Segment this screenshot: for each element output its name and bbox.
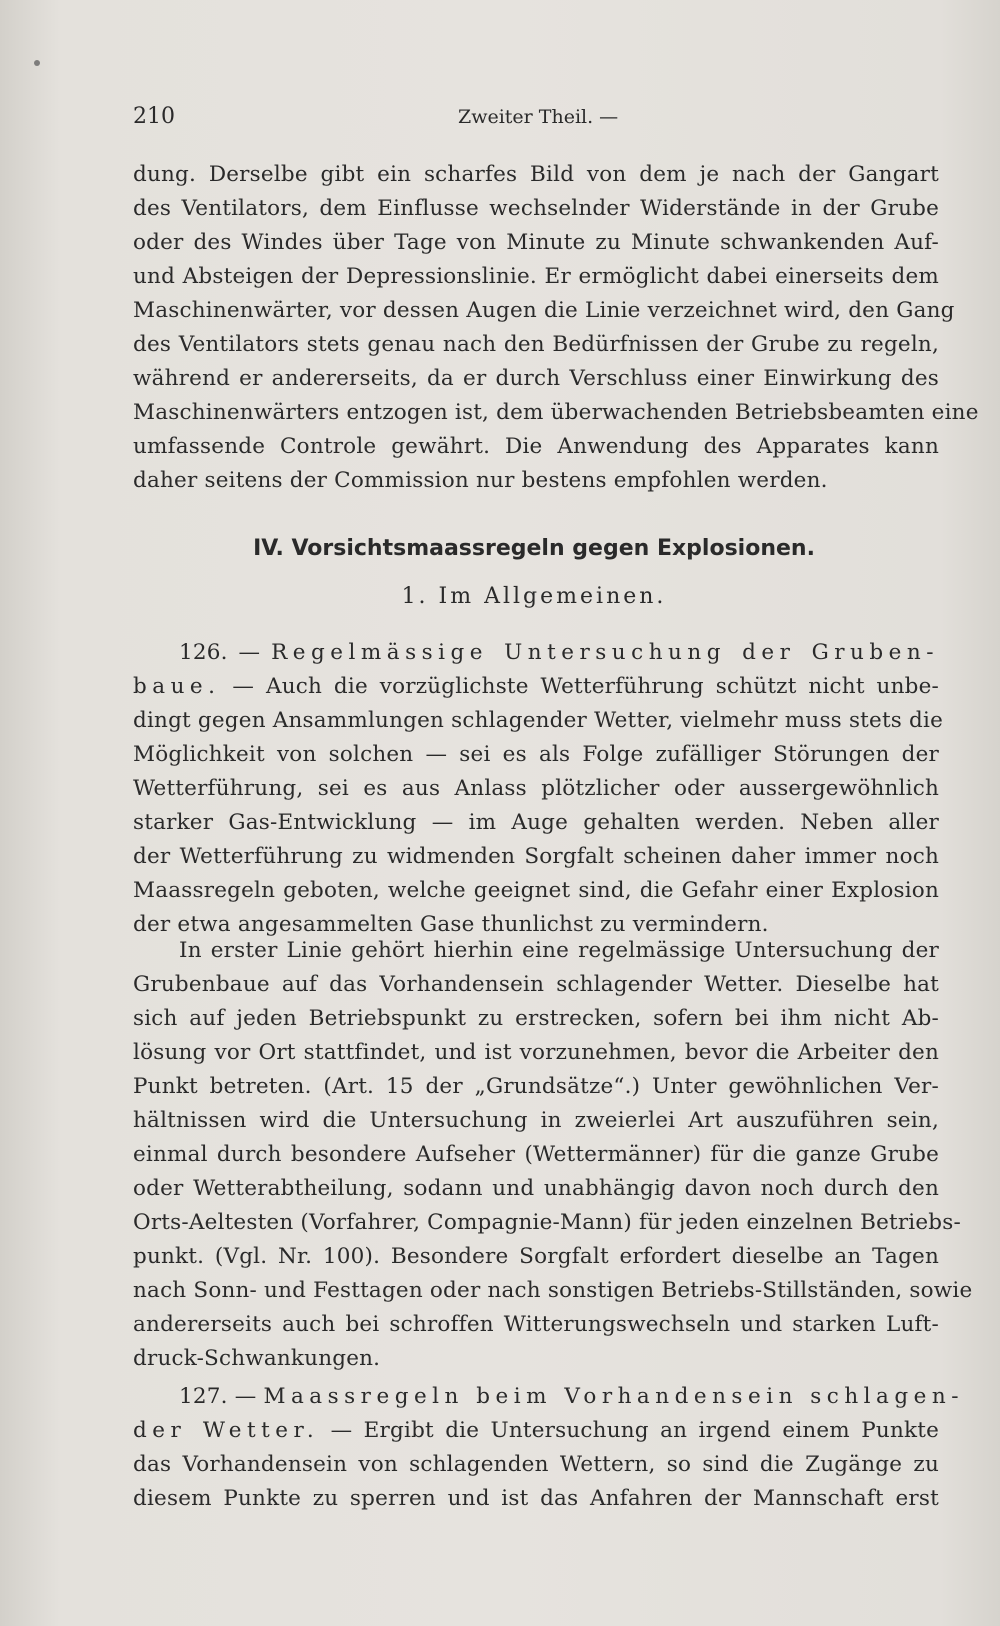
article-number: 126. [179, 640, 228, 665]
text-line: starker Gas-Entwicklung — im Auge gehalten werden. Neben aller [133, 810, 939, 835]
paragraph-inspection [133, 934, 973, 1376]
article-dash: — [234, 1384, 257, 1409]
running-title: Zweiter Theil. — [458, 106, 619, 128]
text-line: umfassende Controle gewährt. Die Anwendung des Apparates kann [133, 434, 939, 459]
text-line: während er andererseits, da er durch Verschluss einer Einwirkung des [133, 366, 939, 391]
text-line: der Wetterführung zu widmenden Sorgfalt scheinen daher immer noch [133, 844, 939, 869]
paragraph-continuation [133, 158, 979, 498]
text-line: oder des Windes über Tage von Minute zu Minute schwankenden Auf- [133, 230, 939, 255]
page-number: 210 [133, 104, 175, 129]
text-line: punkt. (Vgl. Nr. 100). Besondere Sorgfalt erfordert dieselbe an Tagen [133, 1244, 939, 1269]
text-line: nach Sonn- und Festtagen oder nach sonstigen Betriebs-Stillständen, sowie [133, 1278, 973, 1303]
text-line: einmal durch besondere Aufseher (Wettermänner) für die ganze Grube [133, 1142, 939, 1167]
article-title: Maassregeln beim Vorhandensein schlagen- [263, 1384, 964, 1409]
text-line: In erster Linie gehört hierhin eine regelmässige Untersuchung der [179, 938, 939, 963]
page-header [133, 104, 933, 134]
text-line: der etwa angesammelten Gase thunlichst zu vermindern. [133, 912, 769, 937]
text-line: Maschinenwärters entzogen ist, dem überwachenden Betriebsbeamten eine [133, 400, 979, 425]
ink-speck [34, 60, 40, 66]
text-line: Punkt betreten. (Art. 15 der „Grundsätze“.) Unter gewöhnlichen Ver- [133, 1074, 939, 1099]
text-line: dung. Derselbe gibt ein scharfes Bild von dem je nach der Gangart [133, 162, 939, 187]
text-line: Maassregeln geboten, welche geeignet sind, die Gefahr einer Explosion [133, 878, 939, 903]
article-title: Regelmässige Untersuchung der Gruben- [271, 640, 939, 665]
text-line [133, 670, 939, 704]
text-line [133, 1414, 939, 1448]
text-line: Orts-Aeltesten (Vorfahrer, Compagnie-Mann) für jeden einzelnen Betriebs- [133, 1210, 961, 1235]
article-title-end: der Wetter. [133, 1418, 320, 1443]
text-line: andererseits auch bei schroffen Witterungswechseln und starken Luft- [133, 1312, 939, 1337]
text-line: dingt gegen Ansammlungen schlagender Wetter, vielmehr muss stets die [133, 708, 944, 733]
text-line: hältnissen wird die Untersuchung in zweierlei Art auszuführen sein, [133, 1108, 939, 1133]
text-line: Wetterführung, sei es aus Anlass plötzlicher oder aussergewöhnlich [133, 776, 939, 801]
text-line: das Vorhandensein von schlagenden Wettern, so sind die Zugänge zu [133, 1452, 939, 1477]
text-line: und Absteigen der Depressionslinie. Er ermöglicht dabei einerseits dem [133, 264, 939, 289]
article-title-line [133, 1380, 964, 1414]
text-line: Grubenbaue auf das Vorhandensein schlagender Wetter. Dieselbe hat [133, 972, 939, 997]
text-line: daher seitens der Commission nur bestens empfohlen werden. [133, 468, 828, 493]
article-126 [133, 636, 944, 942]
text-line: des Ventilators, dem Einflusse wechselnder Widerstände in der Grube [133, 196, 939, 221]
article-dash: — [238, 640, 261, 665]
text-line: druck-Schwankungen. [133, 1346, 381, 1371]
section-heading: IV. Vorsichtsmaassregeln gegen Explosionen. [253, 536, 815, 561]
article-text-start: — Auch die vorzüglichste Wetterführung schützt nicht unbe- [232, 674, 939, 699]
text-line: diesem Punkte zu sperren und ist das Anfahren der Mannschaft erst [133, 1486, 939, 1511]
article-title-line [133, 636, 939, 670]
text-line: oder Wetterabtheilung, sodann und unabhängig davon noch durch den [133, 1176, 939, 1201]
article-text-start: — Ergibt die Untersuchung an irgend einem Punkte [330, 1418, 939, 1443]
text-line: sich auf jeden Betriebspunkt zu erstrecken, sofern bei ihm nicht Ab- [133, 1006, 939, 1031]
text-line: lösung vor Ort stattfindet, und ist vorzunehmen, bevor die Arbeiter den [133, 1040, 939, 1065]
article-title-end: baue. [133, 674, 221, 699]
text-line: des Ventilators stets genau nach den Bedürfnissen der Grube zu regeln, [133, 332, 939, 357]
article-number: 127. [179, 1384, 228, 1409]
article-127 [133, 1380, 964, 1516]
text-line: Möglichkeit von solchen — sei es als Folge zufälliger Störungen der [133, 742, 939, 767]
text-line: Maschinenwärter, vor dessen Augen die Linie verzeichnet wird, den Gang [133, 298, 955, 323]
subsection-heading: 1. Im Allgemeinen. [401, 584, 667, 609]
